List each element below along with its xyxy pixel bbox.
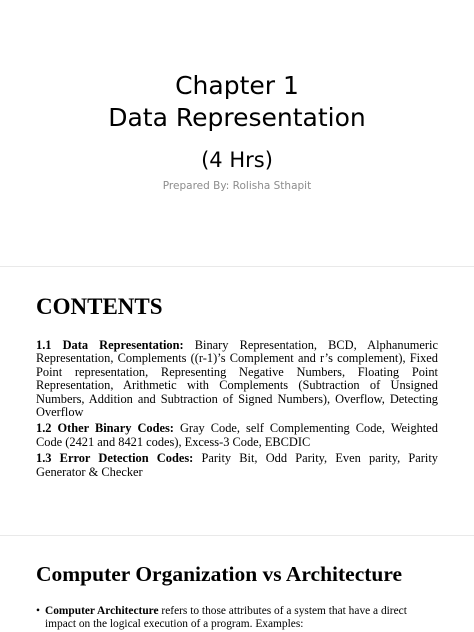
section-text: Parity Bit, Odd Parity, Even parity, Parity Generator & Checker <box>36 451 438 479</box>
section-label: 1.3 Error Detection Codes: <box>36 451 194 466</box>
contents-section <box>36 422 438 449</box>
org-vs-arch-slide <box>0 536 474 632</box>
contents-body <box>36 339 438 482</box>
org-heading: Computer Organization vs Architecture <box>36 562 403 586</box>
bullet-bold: Computer Architecture <box>45 605 159 617</box>
bullet-list <box>36 605 440 631</box>
section-label: 1.1 Data Representation: <box>36 338 184 352</box>
contents-section <box>36 339 438 419</box>
bullet-text: refers to those attributes of a system that have a direct impact on the logical execution of a program. Examples: <box>45 605 407 630</box>
section-text: Binary Representation, BCD, Alphanumeric Representation, Complements ((r-1)’s Complement and r’s complement), Fixed Point representation, Representing Negative Numbers, Floating Point Representation, Arithmetic with Complements (Subtraction of Unsigned Numbers, Addition and Subtraction of Signed Numbers), Overflow, Detecting Overflow <box>36 338 438 420</box>
section-label: 1.2 Other Binary Codes: <box>36 421 174 436</box>
bullet-dot-icon: • <box>36 605 40 617</box>
bullet-item <box>36 605 440 631</box>
chapter-label: Chapter 1 <box>175 71 299 100</box>
hours-label: (4 Hrs) <box>201 148 273 172</box>
section-text: Gray Code, self Complementing Code, Weighted Code (2421 and 8421 codes), Excess-3 Code, EBCDIC <box>36 421 438 449</box>
contents-heading: CONTENTS <box>36 294 163 319</box>
contents-slide <box>0 267 474 535</box>
slide-title <box>0 70 474 134</box>
chapter-title: Data Representation <box>108 103 366 132</box>
title-slide <box>0 0 474 266</box>
prepared-by: Prepared By: Rolisha Sthapit <box>162 180 312 192</box>
contents-section <box>36 452 438 479</box>
